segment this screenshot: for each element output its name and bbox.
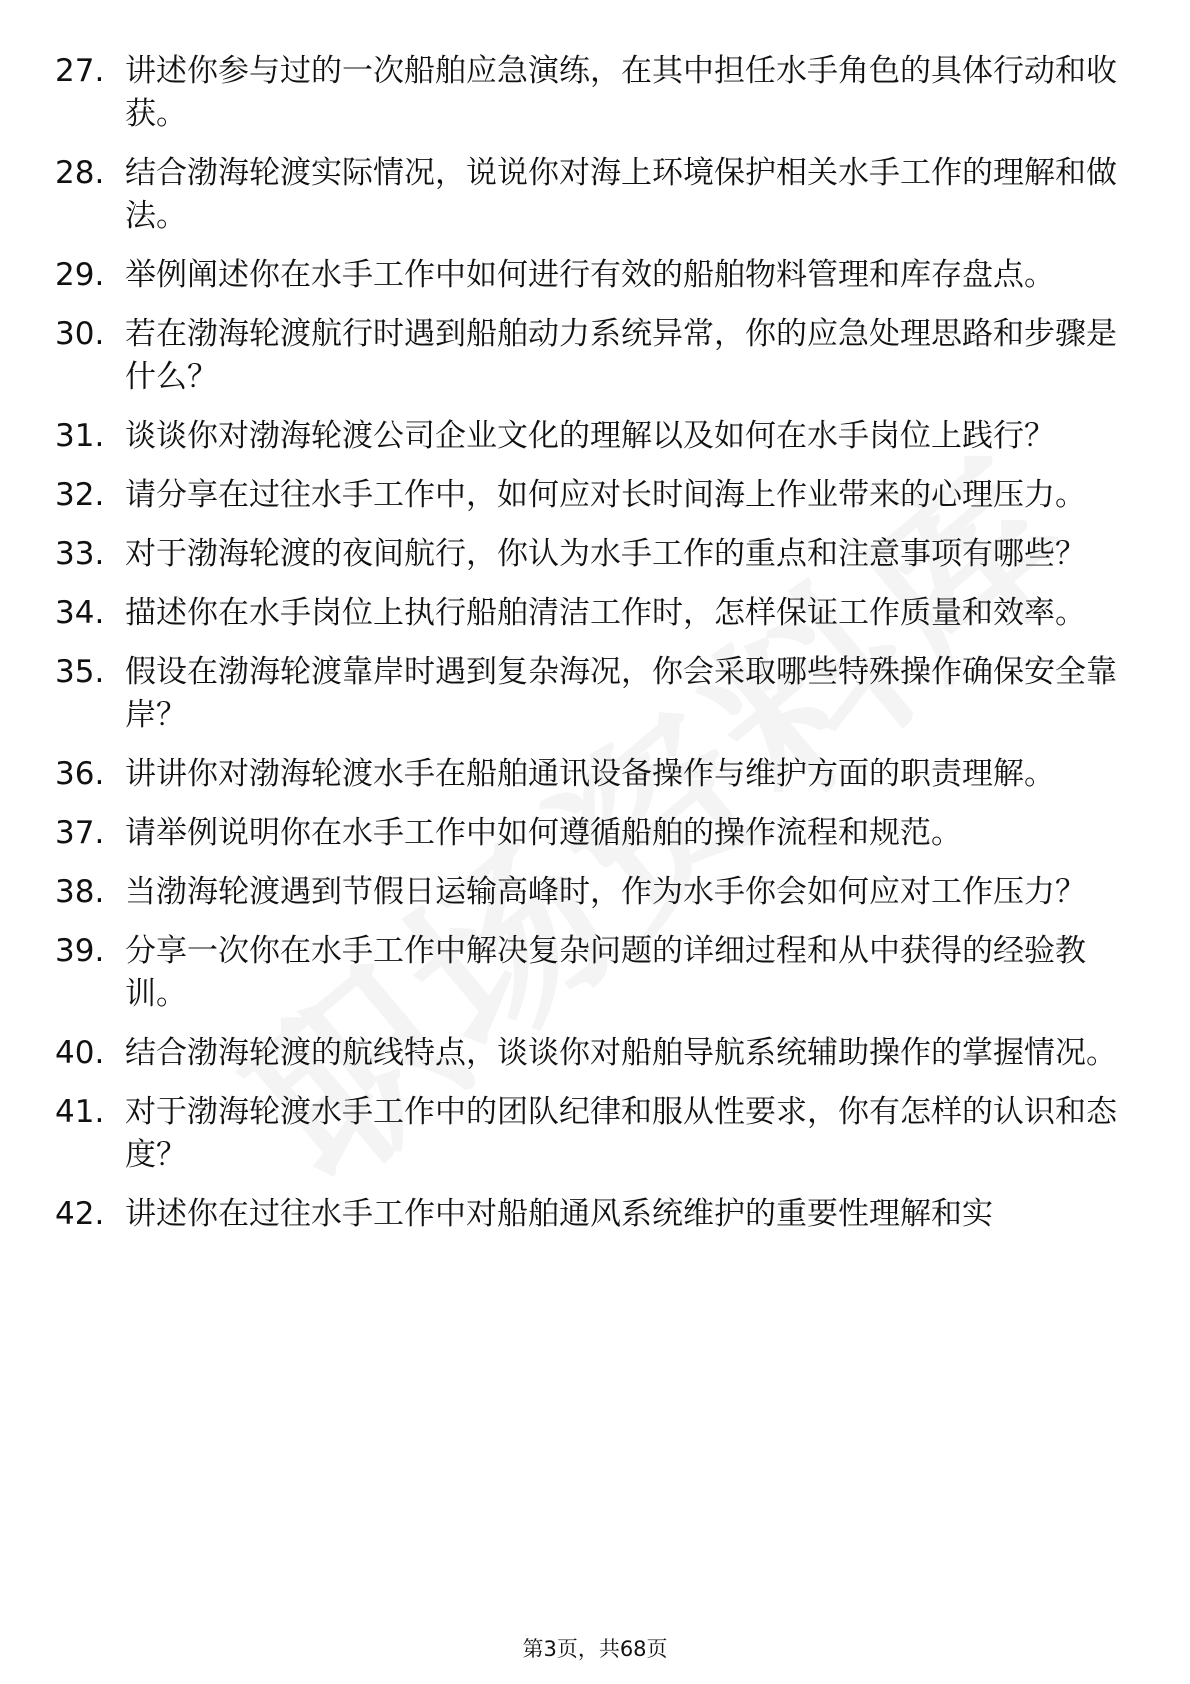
question-text: 讲讲你对渤海轮渡水手在船舶通讯设备操作与维护方面的职责理解。 <box>125 756 1055 792</box>
list-item <box>55 651 1135 737</box>
question-text: 对于渤海轮渡的夜间航行，你认为水手工作的重点和注意事项有哪些？ <box>125 536 1086 572</box>
question-number: 38. <box>55 874 105 910</box>
question-text: 讲述你参与过的一次船舶应急演练，在其中担任水手角色的具体行动和收获。 <box>125 53 1117 132</box>
list-item <box>55 592 1135 635</box>
question-text: 谈谈你对渤海轮渡公司企业文化的理解以及如何在水手岗位上践行？ <box>125 418 1055 454</box>
list-item <box>55 254 1135 297</box>
list-item <box>55 871 1135 914</box>
question-text: 对于渤海轮渡水手工作中的团队纪律和服从性要求，你有怎样的认识和态度？ <box>125 1094 1117 1173</box>
list-item <box>55 812 1135 855</box>
question-number: 34. <box>55 595 105 631</box>
page-number: 第3页，共68页 <box>522 1637 668 1661</box>
question-text: 举例阐述你在水手工作中如何进行有效的船舶物料管理和库存盘点。 <box>125 257 1055 293</box>
question-number: 31. <box>55 418 105 454</box>
list-item <box>55 533 1135 576</box>
list-item <box>55 1032 1135 1075</box>
question-text: 请分享在过往水手工作中，如何应对长时间海上作业带来的心理压力。 <box>125 477 1086 513</box>
question-number: 28. <box>55 155 105 191</box>
question-list <box>55 50 1135 1252</box>
question-number: 39. <box>55 933 105 969</box>
question-text: 结合渤海轮渡实际情况，说说你对海上环境保护相关水手工作的理解和做法。 <box>125 155 1117 234</box>
list-item <box>55 930 1135 1016</box>
list-item <box>55 50 1135 136</box>
list-item <box>55 313 1135 399</box>
question-text: 当渤海轮渡遇到节假日运输高峰时，作为水手你会如何应对工作压力？ <box>125 874 1086 910</box>
question-number: 37. <box>55 815 105 851</box>
question-text: 假设在渤海轮渡靠岸时遇到复杂海况，你会采取哪些特殊操作确保安全靠岸？ <box>125 654 1117 733</box>
question-number: 41. <box>55 1094 105 1130</box>
question-number: 32. <box>55 477 105 513</box>
question-number: 27. <box>55 53 105 89</box>
question-number: 30. <box>55 316 105 352</box>
question-text: 结合渤海轮渡的航线特点，谈谈你对船舶导航系统辅助操作的掌握情况。 <box>125 1035 1117 1071</box>
question-text: 描述你在水手岗位上执行船舶清洁工作时，怎样保证工作质量和效率。 <box>125 595 1086 631</box>
question-number: 36. <box>55 756 105 792</box>
list-item <box>55 152 1135 238</box>
list-item <box>55 415 1135 458</box>
question-text: 请举例说明你在水手工作中如何遵循船舶的操作流程和规范。 <box>125 815 962 851</box>
question-number: 29. <box>55 257 105 293</box>
list-item <box>55 474 1135 517</box>
question-number: 42. <box>55 1196 105 1232</box>
list-item <box>55 1193 1135 1236</box>
list-item <box>55 1091 1135 1177</box>
question-text: 若在渤海轮渡航行时遇到船舶动力系统异常，你的应急处理思路和步骤是什么？ <box>125 316 1117 395</box>
question-text: 分享一次你在水手工作中解决复杂问题的详细过程和从中获得的经验教训。 <box>125 933 1086 1012</box>
question-text: 讲述你在过往水手工作中对船舶通风系统维护的重要性理解和实 <box>125 1196 993 1232</box>
question-number: 33. <box>55 536 105 572</box>
list-item <box>55 753 1135 796</box>
question-number: 40. <box>55 1035 105 1071</box>
question-number: 35. <box>55 654 105 690</box>
